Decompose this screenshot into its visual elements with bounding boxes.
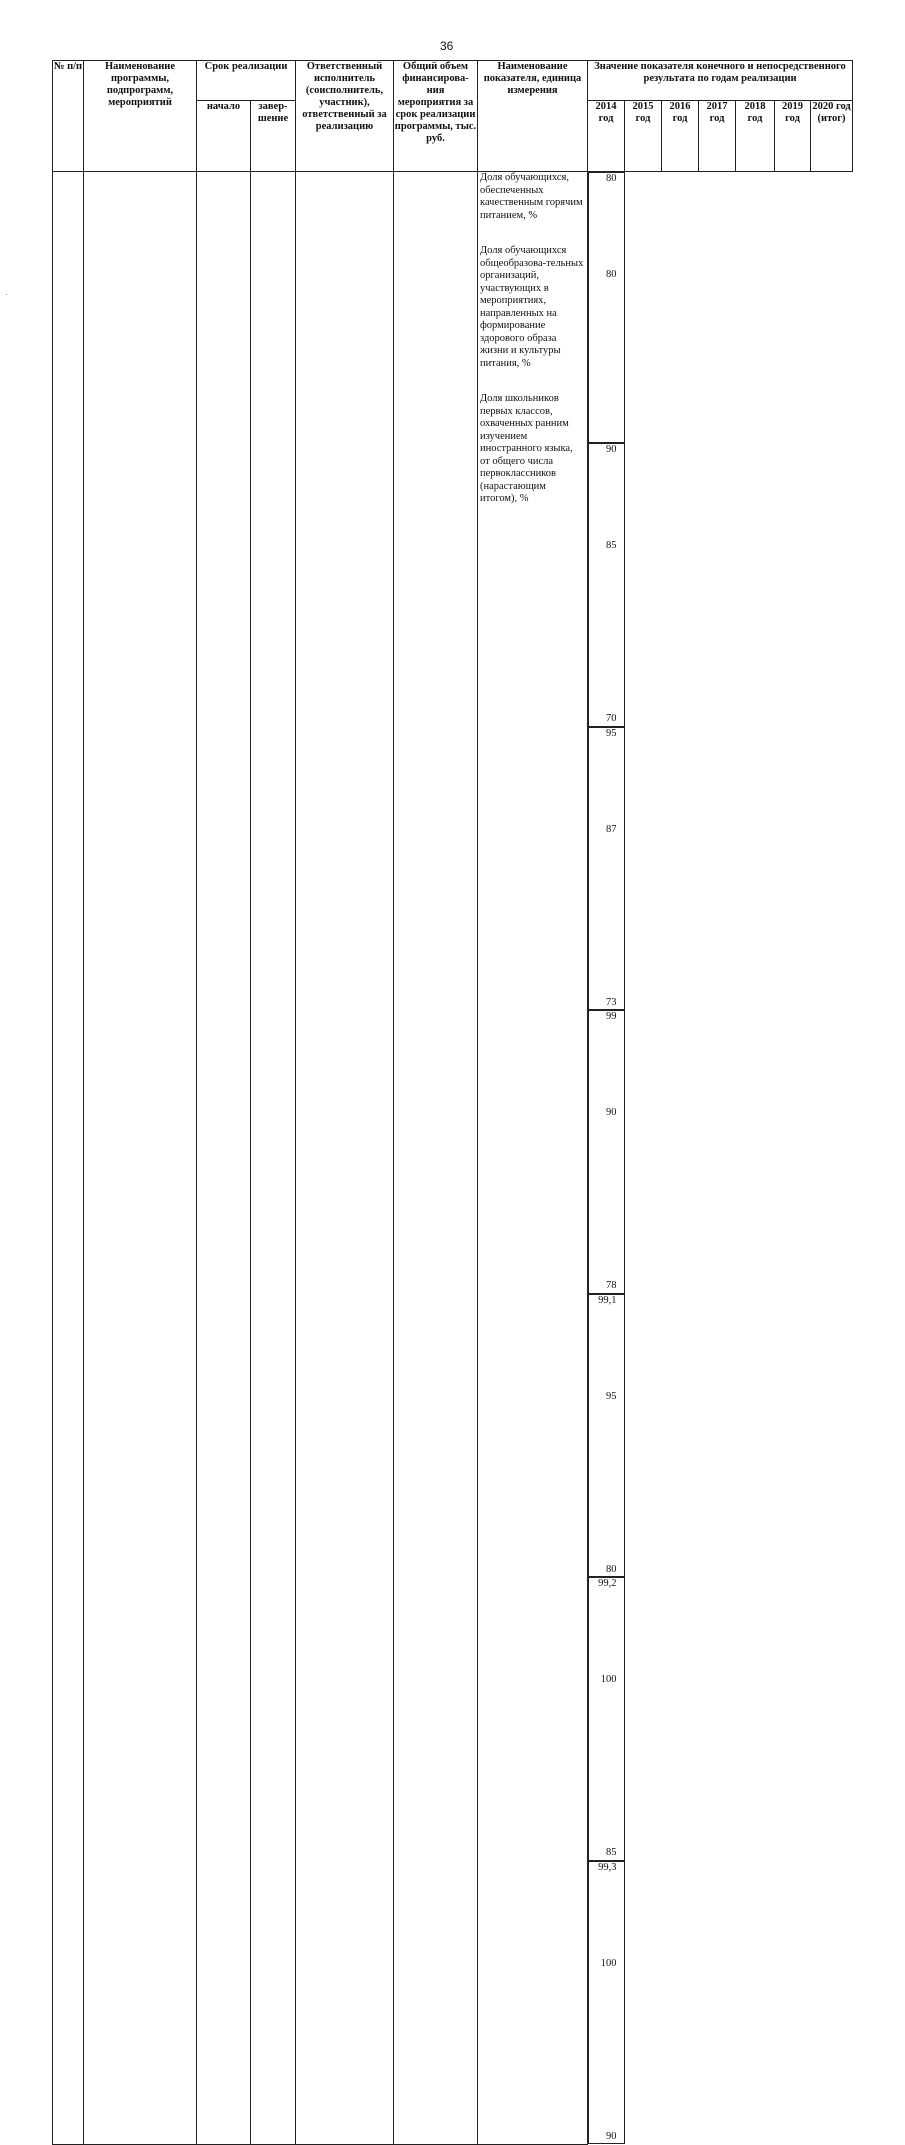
cell-values-2017 [588,1010,625,1294]
value: 80 [606,173,617,184]
cell-values-2016 [588,727,625,1011]
value: 99,2 [598,1578,617,1589]
value: 99,3 [598,1861,617,1873]
header-values: Значение показателя конечного и непосредственного результата по годам реализации [588,61,853,101]
value: 85 [606,540,617,551]
header-volume: Общий объем финансирова-ния мероприятия за срок реализации программы, тыс. руб. [394,61,478,172]
cell-values-2019 [588,1577,625,1861]
header-year-2015: 2015 год [625,101,662,172]
value: 90 [606,444,617,455]
value: 80 [606,1563,617,1575]
value: 87 [606,823,617,835]
value: 99,1 [598,1294,617,1306]
value: 80 [606,269,617,280]
value: 70 [606,713,617,724]
header-year-2016: 2016 год [662,101,699,172]
cell-indicators [478,172,588,2145]
indicator-text: Доля обучающихся общеобразова-тельных организаций, участвующих в мероприятиях, направленных на формирование здорового образа жизни и культуры питания, % [480,245,584,369]
header-term-start: начало [197,101,251,172]
value: 90 [606,1107,617,1118]
value: 100 [600,1674,617,1685]
cell-num [53,172,84,2145]
header-indicator: Наименование показателя, единица измерения [478,61,588,172]
header-name: Наименование программы, подпрограмм, мероприятий [84,61,197,172]
indicators-table [52,60,853,2145]
header-year-2014: 2014 год [588,101,625,172]
page-number: 36 [440,39,454,53]
cell-term-end [251,172,296,2145]
header-term: Срок реализации [197,61,296,101]
header-executor: Ответственный исполнитель (соисполнитель, участник), ответственный за реализацию [296,61,394,172]
cell-values-2020 [588,1861,625,2145]
value: 99 [606,1011,617,1022]
scan-speck [6,294,7,295]
header-num: № п/п [53,61,84,172]
value: 100 [600,1957,617,1969]
indicator-text: Доля школьников первых классов, охваченных ранним изучением иностранного языка, от общего числа первоклассников (нарастающим итогом), % [480,393,573,504]
value: 90 [606,2130,617,2142]
cell-values-2015 [588,443,625,727]
cell-volume [394,172,478,2145]
header-year-2019: 2019 год [775,101,811,172]
header-year-2020: 2020 год (итог) [811,101,853,172]
value: 73 [606,996,617,1008]
cell-values-2014 [588,172,625,443]
value: 78 [606,1280,617,1291]
cell-term-start [197,172,251,2145]
header-year-2018: 2018 год [736,101,775,172]
cell-name [84,172,197,2145]
value: 95 [606,1390,617,1402]
cell-executor [296,172,394,2145]
cell-values-2018 [588,1294,625,1578]
value: 85 [606,1847,617,1858]
table-row [53,172,853,2145]
indicator-text: Доля обучающихся, обеспеченных качественным горячим питанием, % [480,172,583,221]
header-year-2017: 2017 год [699,101,736,172]
header-term-end: завер-шение [251,101,296,172]
value: 95 [606,727,617,739]
